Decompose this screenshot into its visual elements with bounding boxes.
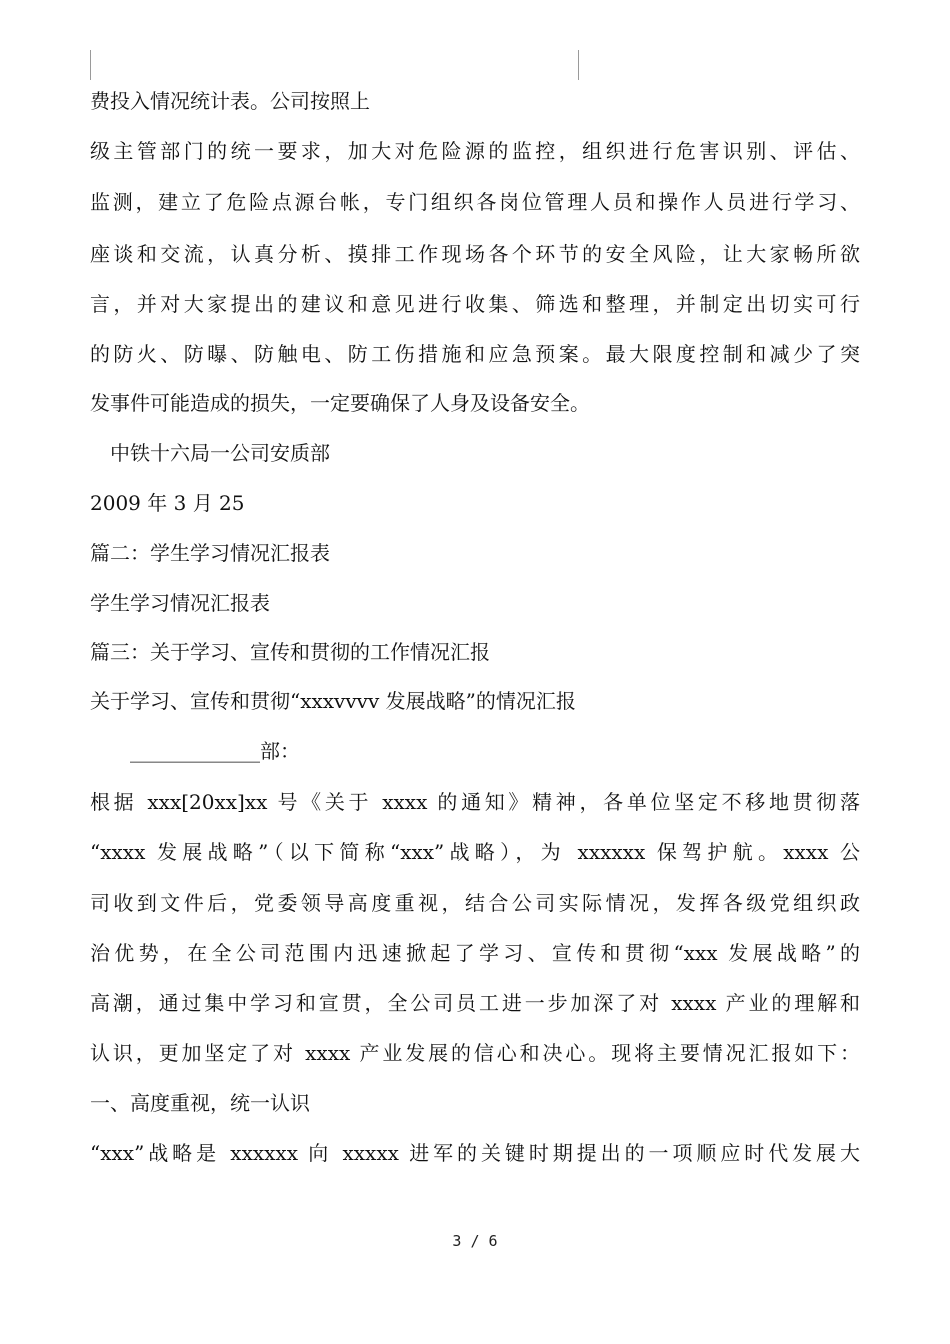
text-line: 费投入情况统计表。公司按照上	[90, 89, 370, 113]
section-heading: 篇三：关于学习、宣传和贯彻的工作情况汇报	[90, 640, 490, 664]
crop-mark-left	[90, 50, 91, 80]
text-line: 言，并对大家提出的建议和意见进行收集、筛选和整理，并制定出切实可行	[90, 292, 860, 316]
text-line: 座谈和交流，认真分析、摸排工作现场各个环节的安全风险，让大家畅所欲	[90, 242, 860, 266]
signature-date: 2009 年 3 月 25	[90, 491, 245, 515]
text-line: 根据 xxx[20xx]xx 号《关于 xxxx 的通知》精神，各单位坚定不移地贯彻落	[90, 790, 860, 814]
text-line: 治优势，在全公司范围内迅速掀起了学习、宣传和贯彻“xxx 发展战略”的	[90, 941, 860, 965]
text-line: 认识，更加坚定了对 xxxx 产业发展的信心和决心。现将主要情况汇报如下：	[90, 1041, 860, 1065]
subsection-heading: 一、高度重视，统一认识	[90, 1091, 310, 1115]
recipient-line: _____________部：	[90, 739, 300, 763]
text-line: 监测，建立了危险点源台帐，专门组织各岗位管理人员和操作人员进行学习、	[90, 190, 860, 214]
page-number: 3 / 6	[452, 1232, 498, 1250]
section-heading: 篇二：学生学习情况汇报表	[90, 541, 330, 565]
text-line: 级主管部门的统一要求，加大对危险源的监控，组织进行危害识别、评估、	[90, 139, 860, 163]
crop-mark-right	[578, 50, 579, 80]
text-line: 司收到文件后，党委领导高度重视，结合公司实际情况，发挥各级党组织政	[90, 891, 860, 915]
section-title: 关于学习、宣传和贯彻“xxxvvvv 发展战略”的情况汇报	[90, 689, 576, 713]
text-line: “xxxx 发展战略”（以下简称“xxx”战略），为 xxxxxx 保驾护航。xxxx 公	[90, 840, 860, 864]
text-line: 发事件可能造成的损失，一定要确保了人身及设备安全。	[90, 391, 590, 415]
text-line: “xxx”战略是 xxxxxx 向 xxxxx 进军的关键时期提出的一项顺应时代发展大	[90, 1141, 860, 1165]
section-title: 学生学习情况汇报表	[90, 591, 270, 615]
text-line: 的防火、防曝、防触电、防工伤措施和应急预案。最大限度控制和减少了突	[90, 342, 860, 366]
signature-department: 中铁十六局一公司安质部	[90, 441, 330, 465]
text-line: 高潮，通过集中学习和宣贯，全公司员工进一步加深了对 xxxx 产业的理解和	[90, 991, 860, 1015]
